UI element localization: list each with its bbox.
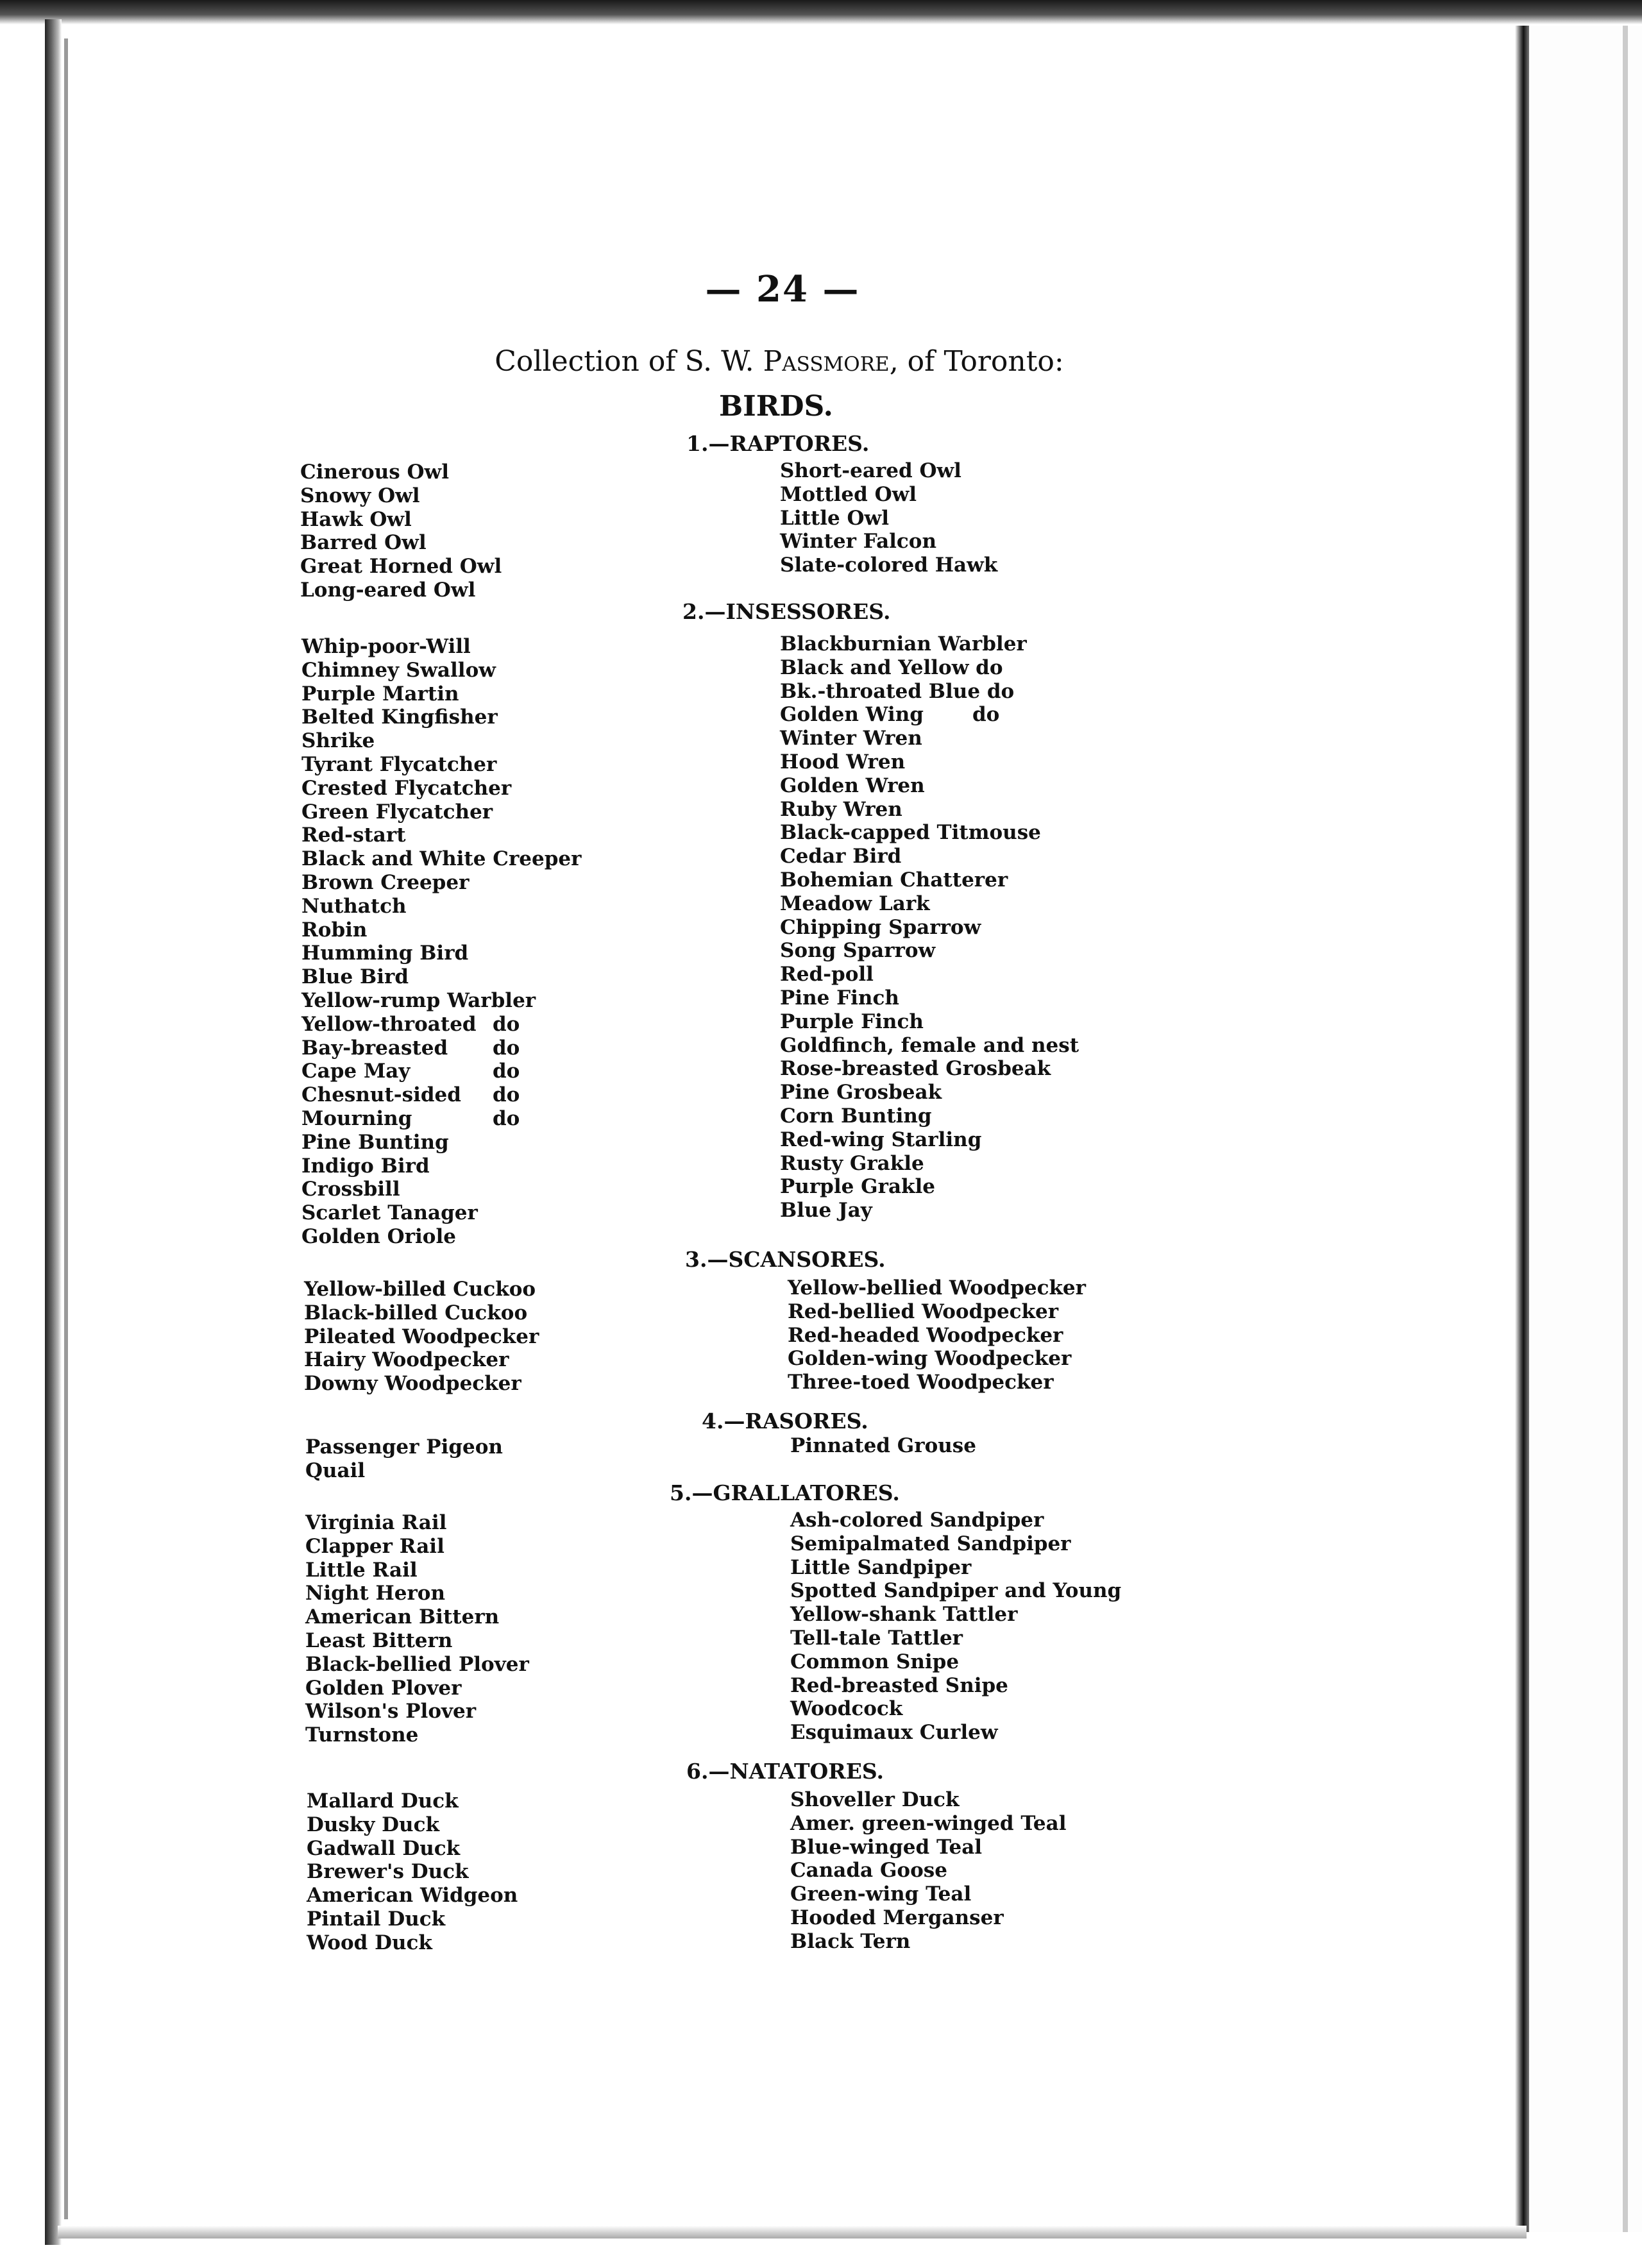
list-item: Clapper Rail (305, 1534, 444, 1558)
list-item: Barred Owl (300, 531, 427, 555)
class-title: BIRDS. (718, 390, 834, 423)
list-item: Brown Creeper (301, 870, 470, 894)
list-item: Crossbill (301, 1178, 400, 1201)
insessores-left-list (301, 635, 581, 1249)
list-item: Winter Wren (780, 727, 922, 750)
list-item: Red-headed Woodpecker (788, 1323, 1063, 1347)
natatores-left-list (307, 1790, 518, 1955)
list-item: Song Sparrow (780, 939, 936, 963)
list-item: Wood Duck (307, 1931, 432, 1954)
list-item: Yellow-shank Tattler (790, 1603, 1018, 1627)
scansores-left-list (304, 1278, 539, 1396)
list-item: Shoveller Duck (790, 1788, 960, 1811)
list-item: Robin (301, 918, 368, 942)
list-item: Three-toed Woodpecker (788, 1371, 1054, 1394)
list-item: Little Owl (780, 506, 889, 530)
list-item: Red-wing Starling (780, 1128, 982, 1151)
natatores-right-list (790, 1788, 1066, 1954)
list-item-label: Cape May (301, 1060, 410, 1083)
collection-suffix: , of Toronto: (889, 345, 1064, 378)
list-item: Pinnated Grouse (790, 1434, 976, 1457)
list-item: Long-eared Owl (300, 578, 476, 602)
list-item: Pine Grosbeak (780, 1081, 942, 1104)
section-heading-scansores: 3.—SCANSORES. (685, 1247, 886, 1272)
list-item: Winter Falcon (780, 530, 937, 554)
list-item: Golden Plover (305, 1676, 462, 1700)
list-item-label: Chesnut-sided (301, 1083, 461, 1107)
list-item: Ash-colored Sandpiper (790, 1509, 1044, 1532)
list-item: Tyrant Flycatcher (301, 752, 497, 776)
ditto-mark: do (493, 1060, 520, 1083)
list-item: Spotted Sandpiper and Young (790, 1579, 1122, 1603)
list-item: Yellow-rump Warbler (301, 988, 536, 1012)
list-item: Least Bittern (305, 1629, 453, 1652)
list-item (301, 1037, 581, 1060)
section-heading-raptores: 1.—RAPTORES. (686, 431, 870, 456)
list-item: Blue-winged Teal (790, 1835, 983, 1859)
list-item: American Bittern (305, 1605, 500, 1629)
list-item-label: Bay-breasted (301, 1036, 448, 1060)
list-item: Whip-poor-Will (301, 635, 471, 658)
list-item: Crested Flycatcher (301, 776, 512, 800)
list-item: Hood Wren (780, 750, 906, 774)
list-item: Downy Woodpecker (304, 1372, 521, 1396)
list-item: Yellow-billed Cuckoo (304, 1278, 536, 1301)
ditto-mark: do (493, 1083, 520, 1107)
list-item-label: Golden Wing (780, 703, 924, 727)
list-item: Pine Finch (780, 986, 899, 1010)
list-item: Woodcock (790, 1697, 903, 1721)
list-item: Black Tern (790, 1929, 911, 1953)
list-item: Red-bellied Woodpecker (788, 1299, 1059, 1323)
list-item: Bohemian Chatterer (780, 868, 1008, 892)
list-item: Pileated Woodpecker (304, 1324, 539, 1348)
list-item: Purple Finch (780, 1010, 924, 1033)
list-item: Great Horned Owl (300, 555, 502, 579)
list-item (301, 1083, 581, 1107)
list-item: Belted Kingfisher (301, 706, 498, 729)
ditto-mark: do (493, 1106, 520, 1130)
list-item: Blue Bird (301, 965, 409, 989)
scan-top-edge (0, 0, 1642, 24)
list-item: Hairy Woodpecker (304, 1348, 509, 1372)
list-item: Nuthatch (301, 894, 407, 918)
collector-name: Passmore (763, 345, 890, 378)
list-item: Hooded Merganser (790, 1906, 1004, 1929)
list-item: Purple Grakle (780, 1175, 936, 1199)
list-item: Ruby Wren (780, 797, 902, 821)
rasores-right-list (790, 1434, 976, 1458)
list-item: Chipping Sparrow (780, 915, 981, 939)
adjacent-page-edge (1623, 26, 1628, 2232)
list-item: Humming Bird (301, 942, 469, 965)
list-item: Wilson's Plover (305, 1700, 477, 1723)
list-item: Semipalmated Sandpiper (790, 1532, 1071, 1555)
list-item: Rose-breasted Grosbeak (780, 1057, 1051, 1081)
list-item: Mottled Owl (780, 482, 917, 506)
insessores-right-list (780, 632, 1079, 1223)
list-item: Purple Martin (301, 682, 459, 706)
list-item: Black and White Creeper (301, 847, 582, 871)
list-item: Red-breasted Snipe (790, 1673, 1008, 1697)
list-item: Virginia Rail (305, 1511, 447, 1534)
list-item: Canada Goose (790, 1859, 947, 1883)
list-item: Common Snipe (790, 1650, 960, 1673)
list-item: Indigo Bird (301, 1154, 430, 1178)
list-item: Cinerous Owl (300, 461, 449, 484)
section-heading-rasores: 4.—RASORES. (702, 1409, 868, 1434)
list-item: Little Rail (305, 1558, 418, 1582)
ditto-mark: do (493, 1012, 520, 1036)
section-heading-grallatores: 5.—GRALLATORES. (670, 1480, 900, 1505)
list-item: Corn Bunting (780, 1104, 932, 1128)
list-item: Yellow-bellied Woodpecker (788, 1276, 1086, 1299)
collection-title (0, 345, 1559, 378)
list-item: Green Flycatcher (301, 800, 493, 824)
scansores-right-list (788, 1276, 1086, 1394)
list-item: Blackburnian Warbler (780, 632, 1027, 656)
list-item: Esquimaux Curlew (790, 1721, 998, 1745)
list-item: Hawk Owl (300, 507, 412, 531)
page-number: — 24 — (705, 268, 860, 310)
list-item: Short-eared Owl (780, 459, 961, 482)
collection-prefix: Collection of S. W. (495, 345, 763, 378)
list-item: Turnstone (305, 1723, 419, 1747)
list-item (780, 703, 1079, 727)
list-item-label: Yellow-throated (301, 1012, 477, 1036)
raptores-right-list (780, 459, 997, 577)
list-item (301, 1013, 581, 1037)
list-item: Scarlet Tanager (301, 1201, 478, 1225)
list-item (301, 1060, 581, 1083)
list-item: Red-start (301, 824, 406, 847)
ditto-mark: do (972, 703, 1000, 727)
list-item (301, 1107, 581, 1131)
grallatores-left-list (305, 1511, 529, 1747)
section-heading-insessores: 2.—INSESSORES. (682, 599, 891, 624)
list-item: Golden Oriole (301, 1224, 456, 1248)
list-item: Golden-wing Woodpecker (788, 1347, 1072, 1371)
rasores-left-list (305, 1435, 503, 1483)
list-item: Black-capped Titmouse (780, 821, 1041, 845)
list-item: Pintail Duck (307, 1907, 446, 1931)
list-item: Golden Wren (780, 774, 925, 797)
section-heading-natatores: 6.—NATATORES. (686, 1759, 884, 1784)
list-item: Brewer's Duck (307, 1860, 469, 1884)
ditto-mark: do (493, 1036, 520, 1060)
page-bottom-shadow (58, 2226, 1527, 2238)
raptores-left-list (300, 461, 502, 602)
list-item: Red-poll (780, 963, 874, 986)
list-item: Green-wing Teal (790, 1883, 972, 1906)
list-item-label: Mourning (301, 1106, 412, 1130)
list-item: Gadwall Duck (307, 1836, 461, 1860)
list-item: Night Heron (305, 1582, 445, 1605)
list-item: Black-billed Cuckoo (304, 1301, 528, 1324)
list-item: Snowy Owl (300, 484, 420, 507)
list-item: Mallard Duck (307, 1790, 459, 1813)
grallatores-right-list (790, 1509, 1121, 1745)
list-item: American Widgeon (307, 1884, 518, 1908)
list-item: Little Sandpiper (790, 1555, 972, 1579)
list-item: Black and Yellow do (780, 656, 1003, 679)
list-item: Goldfinch, female and nest (780, 1033, 1079, 1057)
list-item: Pine Bunting (301, 1130, 449, 1154)
list-item: Cedar Bird (780, 845, 902, 868)
list-item: Rusty Grakle (780, 1151, 924, 1175)
list-item: Tell-tale Tattler (790, 1626, 963, 1650)
list-item: Blue Jay (780, 1199, 872, 1223)
list-item: Chimney Swallow (301, 658, 496, 682)
list-item: Bk.-throated Blue do (780, 679, 1015, 703)
list-item: Quail (305, 1459, 366, 1482)
list-item: Meadow Lark (780, 892, 930, 915)
list-item: Dusky Duck (307, 1813, 439, 1836)
list-item: Passenger Pigeon (305, 1435, 503, 1459)
list-item: Shrike (301, 729, 375, 753)
list-item: Slate-colored Hawk (780, 554, 998, 577)
list-item: Black-bellied Plover (305, 1652, 529, 1676)
list-item: Amer. green-winged Teal (790, 1811, 1067, 1835)
